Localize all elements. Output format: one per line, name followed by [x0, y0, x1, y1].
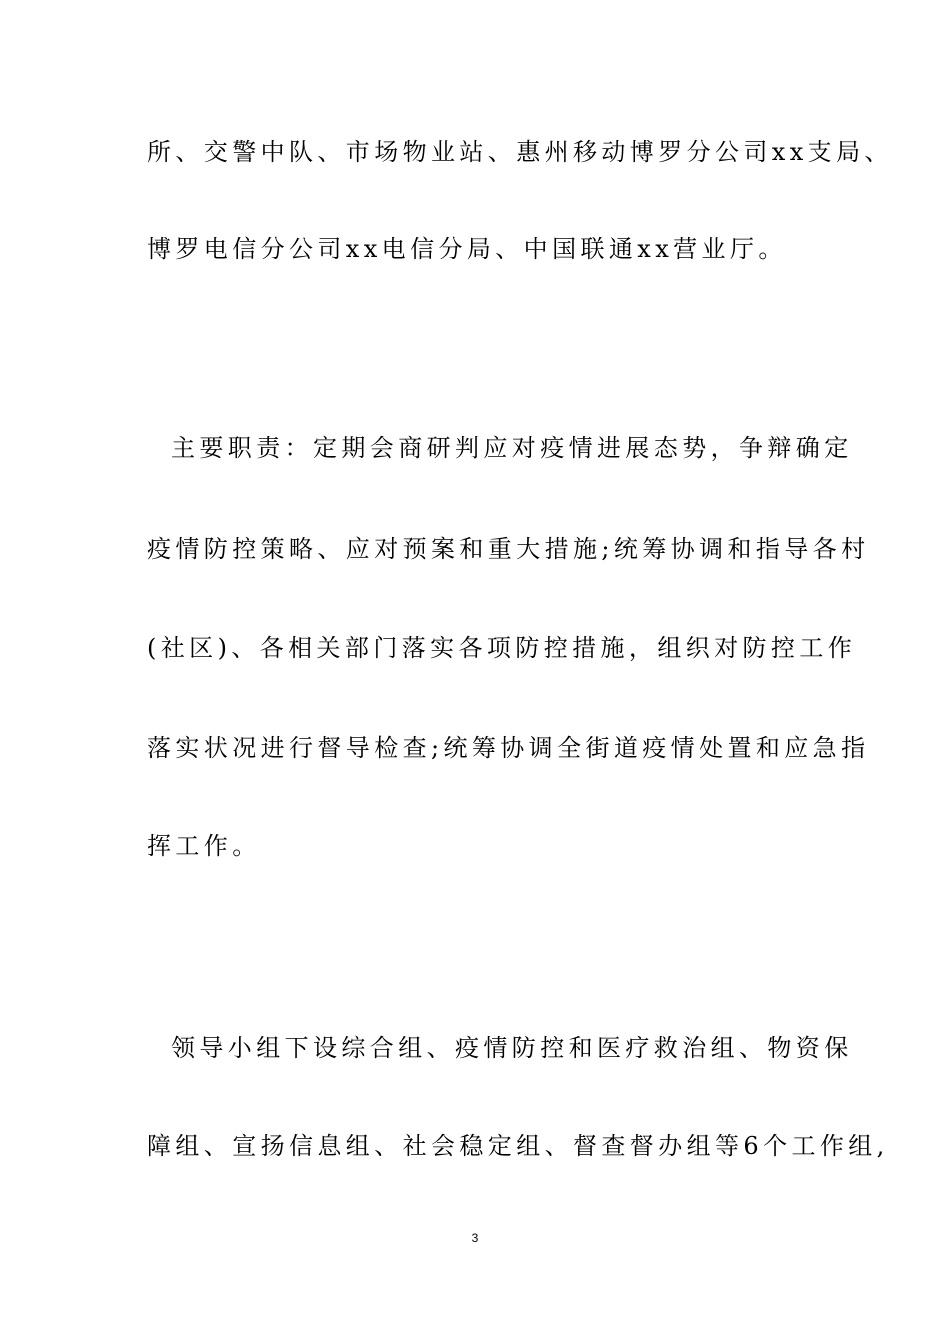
paragraph-3-line-1: 领导小组下设综合组、疫情防控和医疗救治组、物资保 [171, 1034, 853, 1062]
paragraph-3-line-2: 障组、宣扬信息组、社会稳定组、督查督办组等6个工作组, [147, 1132, 889, 1160]
paragraph-2-line-5: 挥工作。 [147, 832, 261, 860]
paragraph-2-line-4: 落实状况进行督导检查;统筹协调全街道疫情处置和应急指 [147, 734, 870, 762]
paragraph-2-line-3: (社区)、各相关部门落实各项防控措施，组织对防控工作 [147, 634, 857, 662]
paragraph-1-line-1: 所、交警中队、市场物业站、惠州移动博罗分公司xx支局、 [147, 138, 893, 166]
paragraph-2-line-1: 主要职责：定期会商研判应对疫情进展态势，争辩确定 [171, 434, 853, 462]
paragraph-1-line-2: 博罗电信分公司xx电信分局、中国联通xx营业厅。 [147, 235, 787, 263]
page-number: 3 [471, 1231, 479, 1245]
paragraph-2-line-2: 疫情防控策略、应对预案和重大措施;统筹协调和指导各村 [147, 535, 870, 563]
